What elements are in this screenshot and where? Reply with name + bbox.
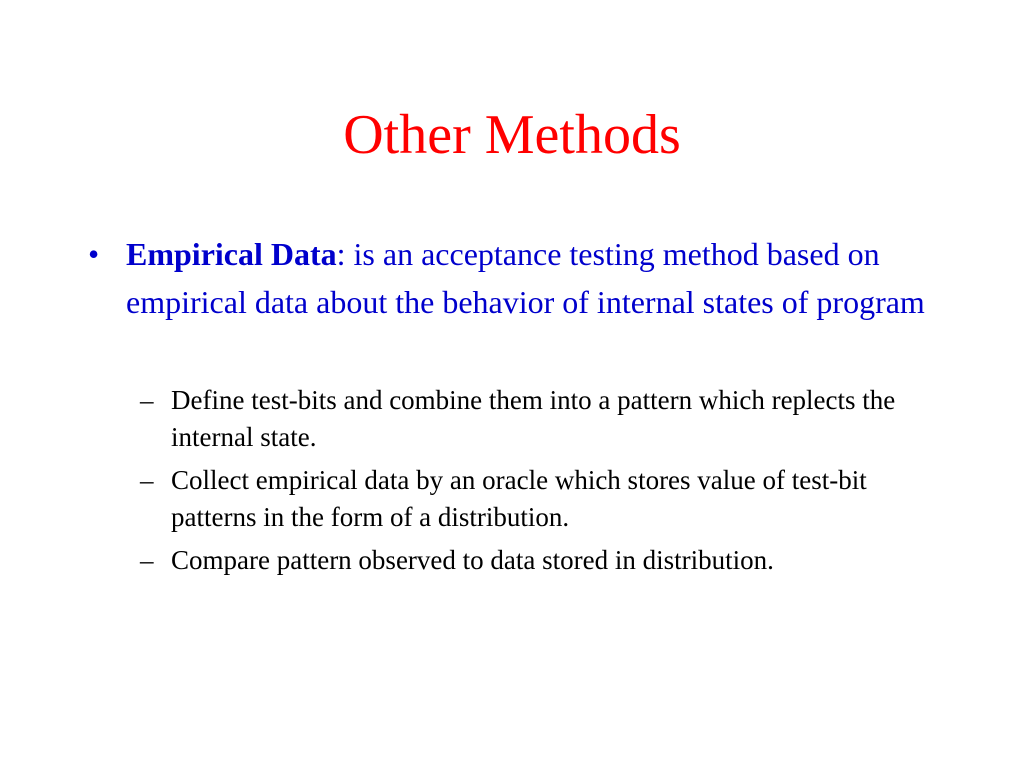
bullet-marker: • <box>88 236 100 272</box>
subitem <box>140 382 940 456</box>
subitem-marker: – <box>140 545 154 575</box>
bullet-item <box>88 230 938 326</box>
subitem-marker: – <box>140 385 154 415</box>
subitem <box>140 542 940 579</box>
subitem-text: Collect empirical data by an oracle which stores value of test-bit patterns in the form of a distribution. <box>171 465 867 532</box>
bullet-description: : is an acceptance testing method based on empirical data about the behavior of internal states of program <box>126 236 925 320</box>
subitem-text: Define test-bits and combine them into a pattern which replects the internal state. <box>171 385 896 452</box>
slide-title: Other Methods <box>343 104 681 166</box>
bullet-term: Empirical Data <box>126 236 337 272</box>
subitem-text: Compare pattern observed to data stored in distribution. <box>171 545 774 575</box>
subitem <box>140 462 940 536</box>
subitem-list <box>140 382 940 585</box>
subitem-marker: – <box>140 465 154 495</box>
bullet-text <box>126 230 938 326</box>
